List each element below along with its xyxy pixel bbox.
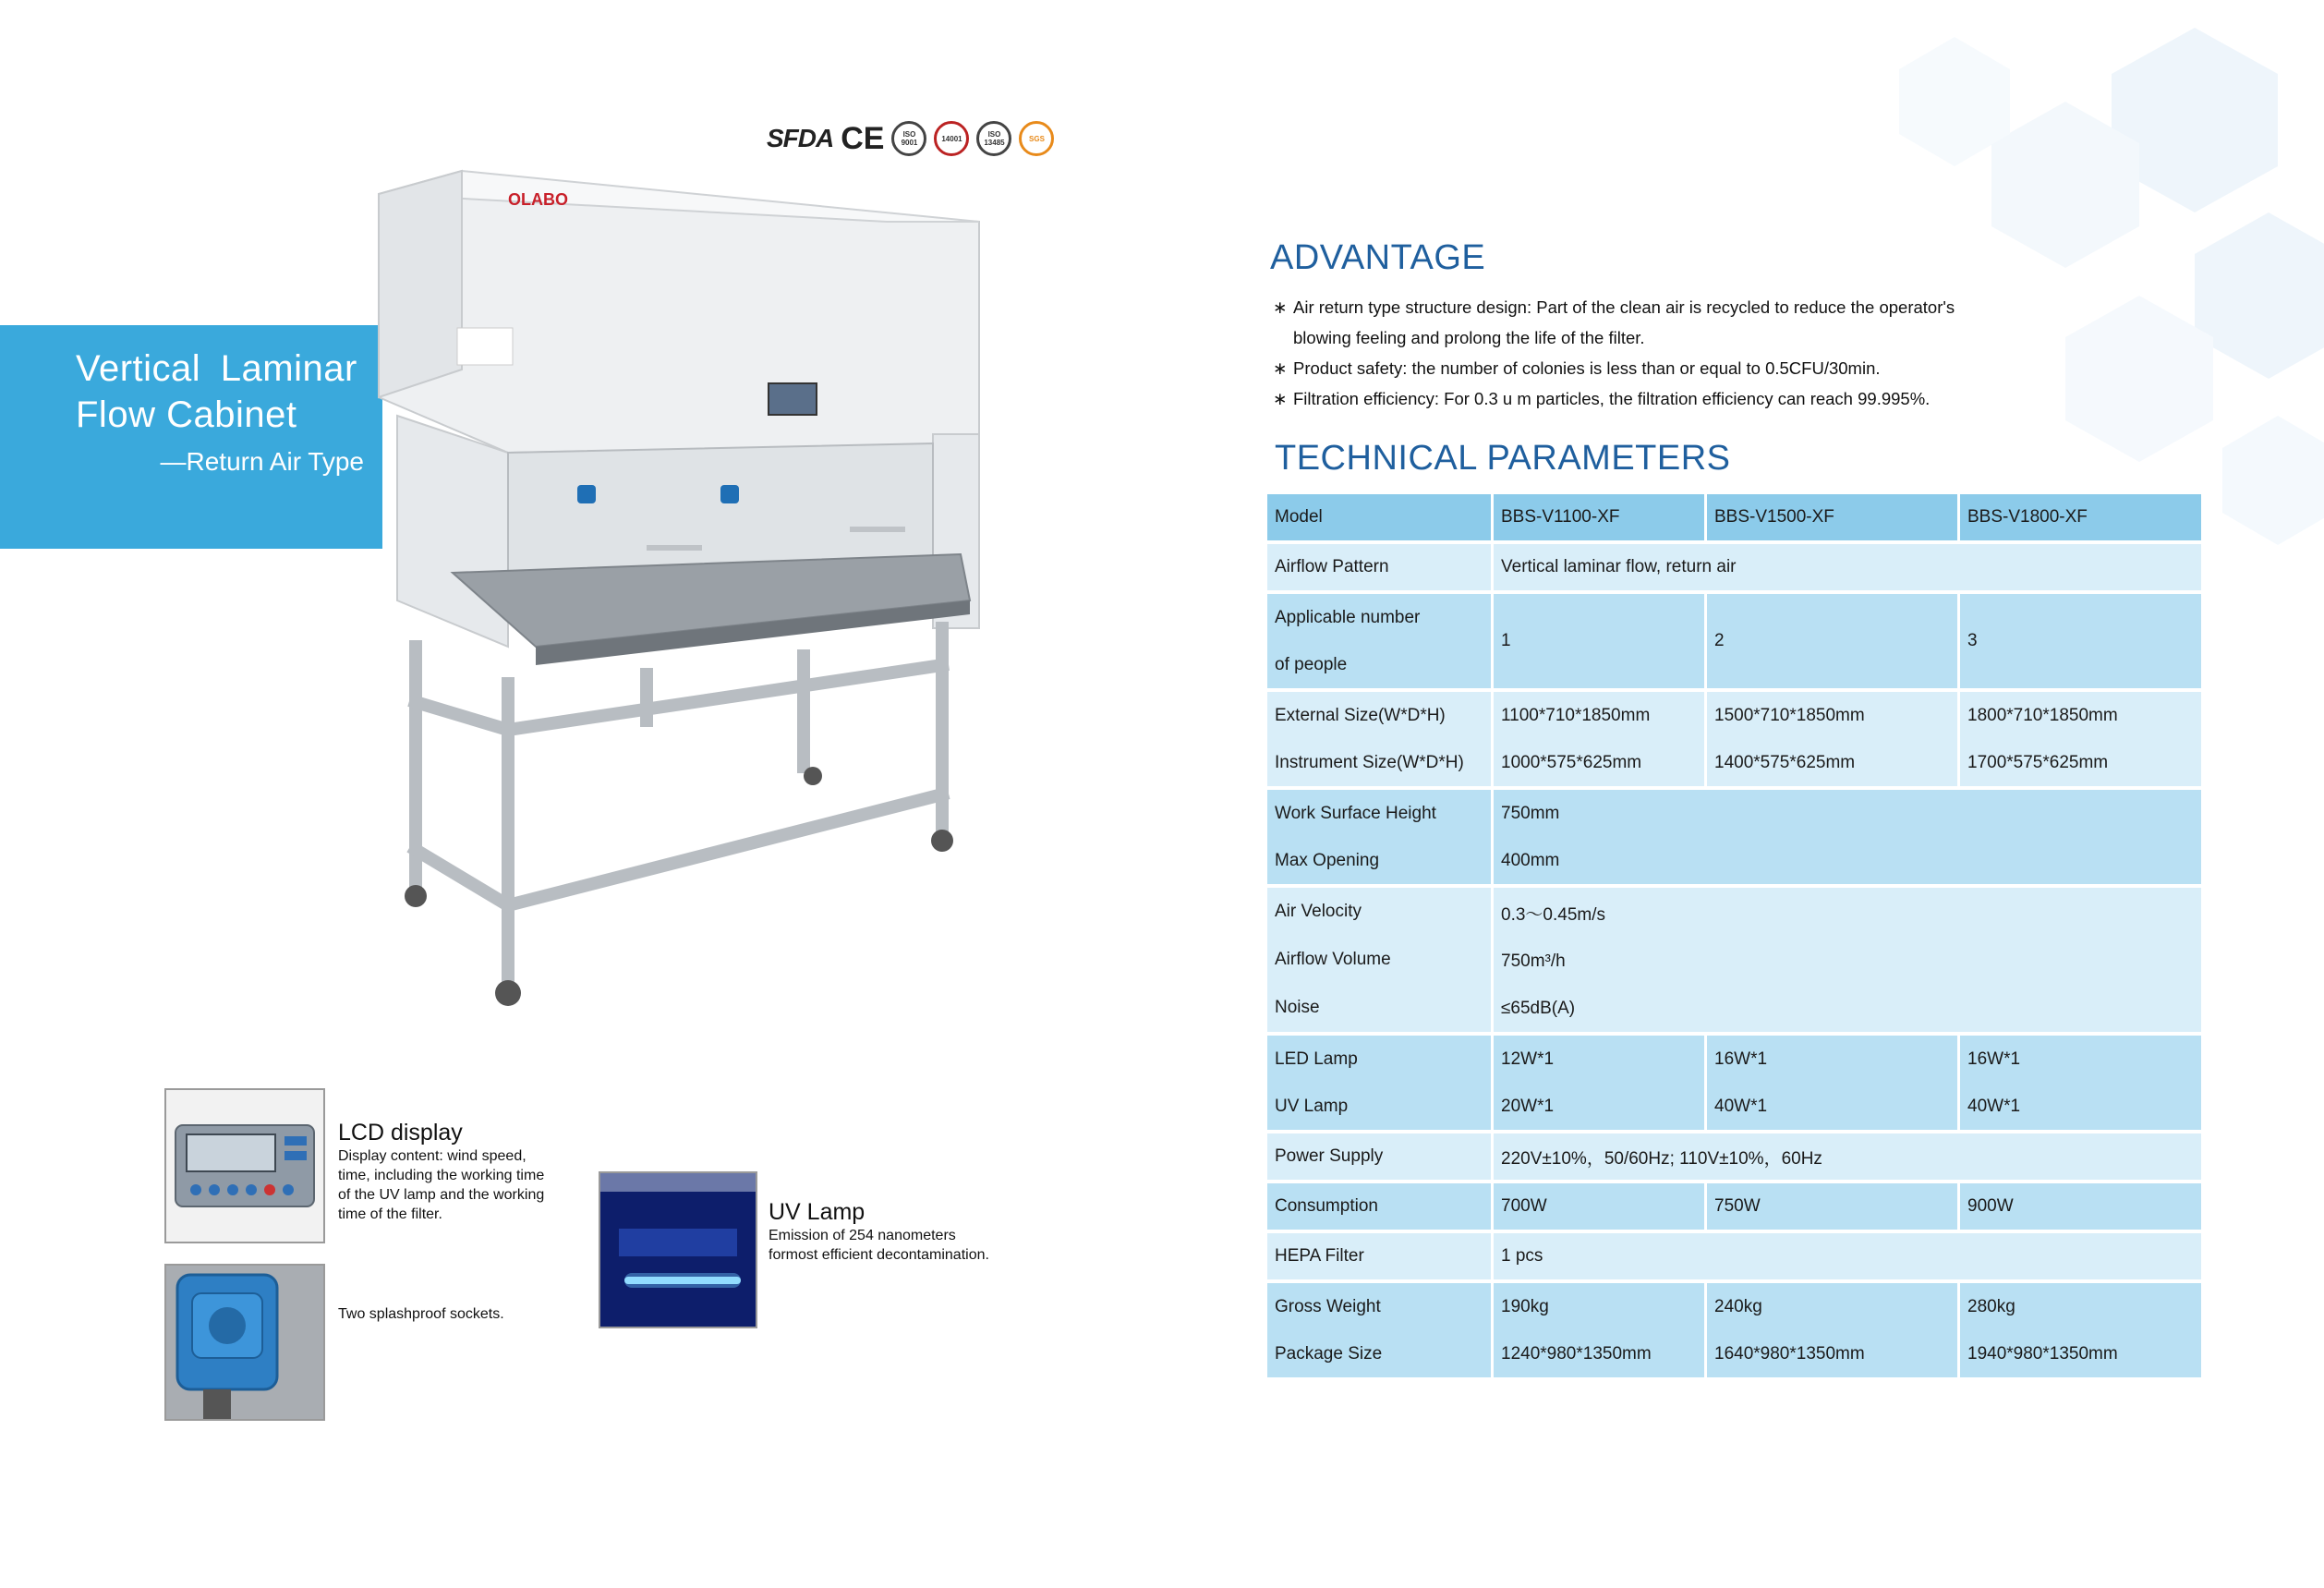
table-cell: 16W*1 — [1967, 1049, 2021, 1069]
table-cell: BBS-V1500-XF — [1714, 507, 1834, 527]
uv-lamp-title: UV Lamp — [769, 1199, 865, 1225]
row-label: Applicable number — [1275, 607, 1421, 627]
table-cell: 900W — [1967, 1196, 2014, 1216]
table-cell: 1000*575*625mm — [1501, 752, 1642, 772]
uv-lamp-description: Emission of 254 nanometers formost efficient decontamination. — [769, 1228, 989, 1263]
table-cell: 750mm — [1501, 803, 1560, 823]
row-label: of people — [1275, 654, 1348, 674]
row-label: Consumption — [1275, 1196, 1378, 1216]
table-row — [1267, 494, 2201, 540]
table-cell: 2 — [1714, 631, 1725, 650]
lcd-panel-icon — [166, 1090, 323, 1242]
table-cell: 1 — [1501, 631, 1511, 650]
advantage-item: ∗ Air return type structure design: Part of the clean air is recycled to reduce the operator's — [1273, 292, 2030, 322]
table-row — [1267, 692, 2201, 786]
table-row — [1267, 1233, 2201, 1279]
lcd-display-description: Display content: wind speed, time, including the working time of the UV lamp and the working time of the filter. — [338, 1148, 545, 1222]
advantage-list — [1273, 292, 2030, 414]
product-title-line1: Vertical Laminar — [76, 348, 357, 389]
uv-lamp-icon — [600, 1173, 756, 1327]
sfda-logo: SFDA — [767, 124, 834, 152]
table-cell: 0.3～0.45m/s — [1501, 905, 1605, 926]
advantage-item-continued: blowing feeling and prolong the life of the filter. — [1293, 328, 1645, 347]
table-cell: 1240*980*1350mm — [1501, 1343, 1652, 1364]
uv-lamp-thumbnail — [599, 1171, 757, 1328]
row-label: Noise — [1275, 998, 1320, 1017]
row-label: Airflow Volume — [1275, 950, 1391, 969]
lcd-display-thumbnail — [164, 1088, 325, 1243]
row-label: Gross Weight — [1275, 1296, 1381, 1316]
sgs-seal: SGS — [1019, 121, 1054, 156]
table-cell: 40W*1 — [1967, 1096, 2021, 1116]
row-label: External Size(W*D*H) — [1275, 705, 1446, 725]
table-cell: Vertical laminar flow, return air — [1501, 557, 1737, 576]
row-label: HEPA Filter — [1275, 1246, 1364, 1266]
table-row — [1267, 790, 2201, 884]
advantage-item: ∗ Product safety: the number of colonies is less than or equal to 0.5CFU/30min. — [1273, 353, 2030, 383]
table-cell: 700W — [1501, 1196, 1547, 1216]
table-row — [1267, 544, 2201, 590]
product-subtitle: —Return Air Type — [160, 447, 364, 476]
advantage-heading: ADVANTAGE — [1270, 238, 1486, 277]
table-cell: 40W*1 — [1714, 1096, 1768, 1116]
table-cell: 1940*980*1350mm — [1967, 1343, 2118, 1364]
table-cell: 3 — [1967, 631, 1978, 650]
iso14001-seal: 14001 — [934, 121, 969, 156]
table-row — [1267, 1036, 2201, 1130]
table-cell: 240kg — [1714, 1296, 1762, 1316]
row-label: Airflow Pattern — [1275, 557, 1389, 576]
table-cell: 750W — [1714, 1196, 1761, 1216]
table-row — [1267, 888, 2201, 1032]
table-cell: 1500*710*1850mm — [1714, 705, 1865, 725]
table-cell: 750m³/h — [1501, 952, 1566, 972]
hexagon-decoration — [1677, 0, 2324, 573]
table-cell: 12W*1 — [1501, 1049, 1555, 1069]
table-cell: 280kg — [1967, 1296, 2015, 1316]
ce-mark: CE — [841, 120, 885, 156]
row-label: Power Supply — [1275, 1146, 1384, 1166]
table-cell: 1 pcs — [1501, 1246, 1543, 1266]
table-cell: BBS-V1100-XF — [1501, 507, 1620, 527]
sockets-thumbnail — [164, 1264, 325, 1421]
row-label: Package Size — [1275, 1343, 1383, 1364]
table-cell: ≤65dB(A) — [1501, 998, 1576, 1018]
table-cell: 1400*575*625mm — [1714, 752, 1856, 772]
table-cell: 20W*1 — [1501, 1096, 1555, 1116]
brand-label: OLABO — [508, 190, 568, 209]
table-cell: 400mm — [1501, 850, 1560, 870]
asterisk-icon: ∗ — [1273, 297, 1288, 317]
certification-logos — [767, 116, 1054, 161]
asterisk-icon: ∗ — [1273, 358, 1288, 378]
iso13485-seal: ISO 13485 — [976, 121, 1011, 156]
table-row — [1267, 594, 2201, 688]
row-label: Air Velocity — [1275, 902, 1362, 921]
table-cell: 220V±10%，50/60Hz; 110V±10%，60Hz — [1501, 1148, 1822, 1169]
lcd-display-title: LCD display — [338, 1120, 463, 1146]
row-label: Max Opening — [1275, 850, 1380, 870]
technical-parameters-table — [1267, 494, 2201, 1381]
table-cell: 1640*980*1350mm — [1714, 1343, 1865, 1364]
title-band — [0, 325, 382, 549]
technical-parameters-heading: TECHNICAL PARAMETERS — [1275, 439, 1731, 478]
socket-icon — [166, 1266, 323, 1419]
row-label: LED Lamp — [1275, 1049, 1358, 1069]
table-cell: 1800*710*1850mm — [1967, 705, 2118, 725]
row-label: UV Lamp — [1275, 1096, 1349, 1116]
product-title-line2: Flow Cabinet — [76, 394, 297, 435]
sockets-description: Two splashproof sockets. — [338, 1306, 504, 1322]
asterisk-icon: ∗ — [1273, 389, 1288, 408]
table-row — [1267, 1283, 2201, 1377]
advantage-item: ∗ Filtration efficiency: For 0.3 u m particles, the filtration efficiency can reach 99.995%. — [1273, 383, 2030, 414]
table-row — [1267, 1133, 2201, 1180]
row-label: Instrument Size(W*D*H) — [1275, 752, 1464, 772]
table-cell: BBS-V1800-XF — [1967, 507, 2088, 527]
row-label: Model — [1275, 507, 1323, 527]
table-cell: 16W*1 — [1714, 1049, 1768, 1069]
row-label: Work Surface Height — [1275, 803, 1436, 823]
control-panel — [769, 383, 817, 415]
table-cell: 190kg — [1501, 1296, 1549, 1316]
table-cell: 1100*710*1850mm — [1501, 705, 1651, 725]
table-cell: 1700*575*625mm — [1967, 752, 2109, 772]
laminar-flow-cabinet-image — [369, 166, 998, 1035]
table-row — [1267, 1183, 2201, 1230]
iso9001-seal: ISO 9001 — [891, 121, 926, 156]
